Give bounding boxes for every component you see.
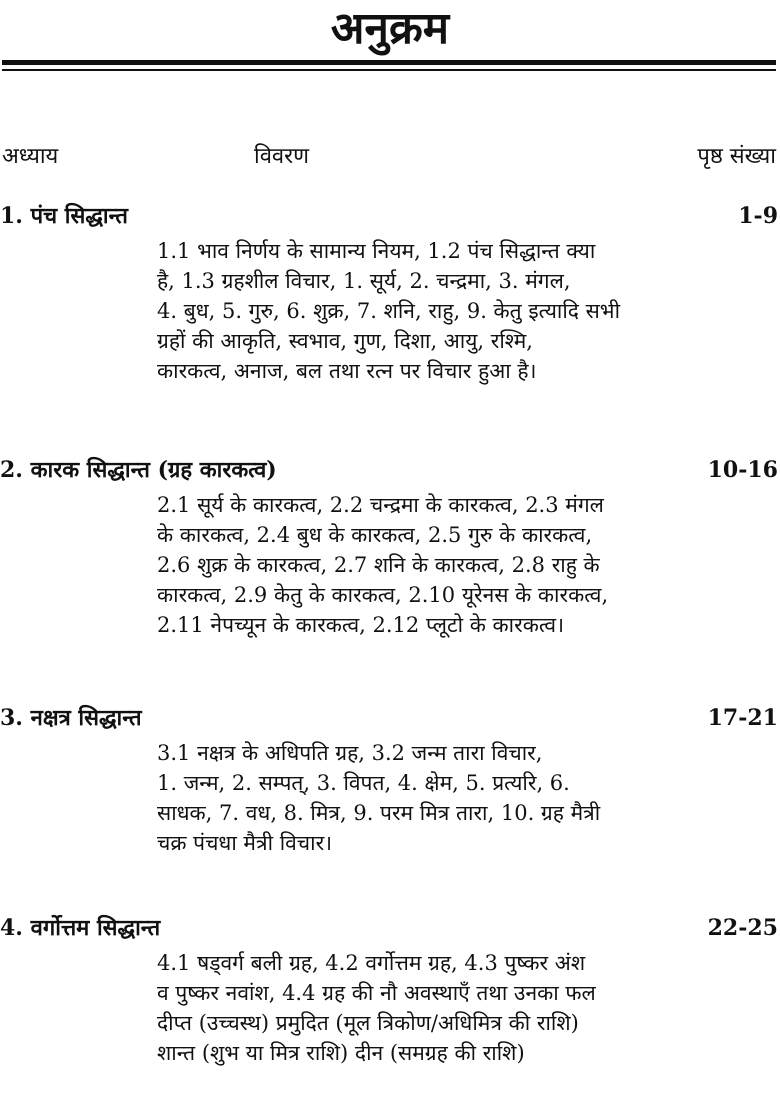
description-line: कारकत्व, अनाज, बल तथा रत्न पर विचार हुआ है।: [157, 359, 537, 383]
title-rule-thin: [2, 69, 776, 71]
description-line: है, 1.3 ग्रहशील विचार, 1. सूर्य, 2. चन्द्रमा, 3. मंगल,: [157, 269, 571, 293]
description-line: दीप्त (उच्चस्थ) प्रमुदित (मूल त्रिकोण/अधिमित्र की राशि): [157, 1011, 579, 1035]
chapter-page-range: 22-25: [707, 915, 778, 941]
description-line: 4.1 षड्वर्ग बली ग्रह, 4.2 वर्गोत्तम ग्रह, 4.3 पुष्कर अंश: [157, 951, 586, 975]
description-line: 1.1 भाव निर्णय के सामान्य नियम, 1.2 पंच सिद्धान्त क्या: [157, 239, 596, 263]
chapter-description: [157, 236, 722, 386]
column-header-pages: पृष्ठ संख्या: [697, 144, 776, 169]
chapter-description: [157, 738, 722, 858]
description-line: 2.6 शुक्र के कारकत्व, 2.7 शनि के कारकत्व, 2.8 राहु के: [157, 553, 600, 577]
description-line: चक्र पंचधा मैत्री विचार।: [157, 831, 333, 855]
description-line: 4. बुध, 5. गुरु, 6. शुक्र, 7. शनि, राहु, 9. केतु इत्यादि सभी: [157, 299, 621, 323]
page-title: अनुक्रम: [330, 3, 450, 54]
description-line: ग्रहों की आकृति, स्वभाव, गुण, दिशा, आयु, रश्मि,: [157, 329, 533, 353]
column-header-chapter: अध्याय: [2, 144, 59, 169]
description-line: शान्त (शुभ या मित्र राशि) दीन (समग्रह की राशि): [157, 1041, 525, 1065]
chapter-title: 4. वर्गोत्तम सिद्धान्त: [0, 915, 161, 941]
chapter-page-range: 1-9: [738, 203, 778, 229]
description-line: कारकत्व, 2.9 केतु के कारकत्व, 2.10 यूरेनस के कारकत्व,: [157, 583, 609, 607]
description-line: 3.1 नक्षत्र के अधिपति ग्रह, 3.2 जन्म तारा विचार,: [157, 741, 543, 765]
chapter-title: 2. कारक सिद्धान्त (ग्रह कारकत्व): [0, 457, 277, 483]
description-line: 2.11 नेपच्यून के कारकत्व, 2.12 प्लूटो के कारकत्व।: [157, 613, 565, 637]
chapter-page-range: 17-21: [707, 705, 778, 731]
toc-entry-chapter-3: [0, 698, 780, 858]
chapter-description: [157, 948, 722, 1068]
chapter-title: 1. पंच सिद्धान्त: [0, 203, 128, 229]
description-line: 2.1 सूर्य के कारकत्व, 2.2 चन्द्रमा के कारकत्व, 2.3 मंगल: [157, 493, 604, 517]
toc-entry-chapter-2: [0, 450, 780, 640]
description-line: व पुष्कर नवांश, 4.4 ग्रह की नौ अवस्थाएँ तथा उनका फल: [157, 981, 596, 1005]
description-line: के कारकत्व, 2.4 बुध के कारकत्व, 2.5 गुरु के कारकत्व,: [157, 523, 593, 547]
toc-entry-chapter-4: [0, 908, 780, 1068]
description-line: 1. जन्म, 2. सम्पत्, 3. विपत, 4. क्षेम, 5. प्रत्यरि, 6.: [157, 771, 570, 795]
chapter-title: 3. नक्षत्र सिद्धान्त: [0, 705, 142, 731]
chapter-description: [157, 490, 722, 640]
title-rule-thick: [2, 60, 776, 65]
toc-entry-chapter-1: [0, 196, 780, 386]
description-line: साधक, 7. वध, 8. मित्र, 9. परम मित्र तारा, 10. ग्रह मैत्री: [157, 801, 601, 825]
column-header-description: विवरण: [254, 144, 310, 169]
chapter-page-range: 10-16: [707, 457, 778, 483]
